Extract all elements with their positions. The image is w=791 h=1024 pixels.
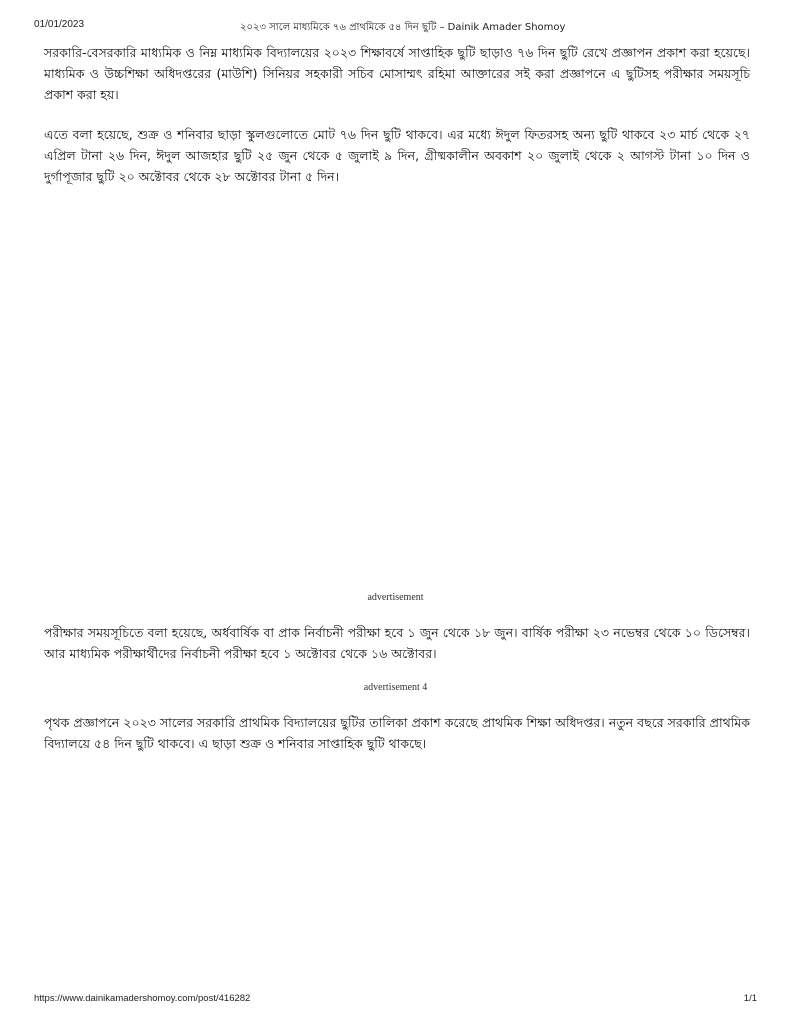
article-paragraph: পৃথক প্রজ্ঞাপনে ২০২৩ সালের সরকারি প্রাথমিক বিদ্যালয়ের ছুটির তালিকা প্রকাশ করেছে প্রাথমিক শিক্ষা অধিদপ্তর। নতুন বছরে সরকারি প্রাথমিক বিদ্যালয়ে ৫৪ দিন ছুটি থাকবে। এ ছাড়া শুক্র ও শনিবার সাপ্তাহিক ছুটি থাকছে। [44,715,750,751]
article-paragraph: পরীক্ষার সময়সূচিতে বলা হয়েছে, অর্ধবার্ষিক বা প্রাক নির্বাচনী পরীক্ষা হবে ১ জুন থেকে ১৮ জুন। বার্ষিক পরীক্ষা ২৩ নভেম্বর থেকে ১০ ডিসেম্বর। আর মাধ্যমিক পরীক্ষার্থীদের নির্বাচনী পরীক্ষা হবে ১ অক্টোবর থেকে ১৬ অক্টোবর। [44,625,750,661]
source-url-link[interactable]: https://www.dainikamadershomoy.com/post/416282 [34,993,251,1004]
page-number: 1/1 [743,993,757,1004]
advertisement-label: advertisement 4 [363,682,428,693]
advertisement-label: advertisement [367,592,424,603]
article-paragraph: এতে বলা হয়েছে, শুক্র ও শনিবার ছাড়া স্কুলগুলোতে মোট ৭৬ দিন ছুটি থাকবে। এর মধ্যে ঈদুল ফিতরসহ অন্য ছুটি থাকবে ২৩ মার্চ থেকে ২৭ এপ্রিল টানা ২৬ দিন, ঈদুল আজহার ছুটি ২৫ জুন থেকে ৫ জুলাই ৯ দিন, গ্রীষ্মকালীন অবকাশ ২০ জুলাই থেকে ২ আগস্ট টানা ১০ দিন ও দুর্গাপূজার ছুটি ২০ অক্টোবর থেকে ২৮ অক্টোবর টানা ৫ দিন। [44,127,750,184]
page-title: ২০২৩ সালে মাধ্যমিকে ৭৬ প্রাথমিকে ৫৪ দিন ছুটি – Dainik Amader Shomoy [240,22,566,33]
print-date: 01/01/2023 [34,19,85,30]
article-paragraph: সরকারি-বেসরকারি মাধ্যমিক ও নিম্ন মাধ্যমিক বিদ্যালয়ের ২০২৩ শিক্ষাবর্ষে সাপ্তাহিক ছুটি ছাড়াও ৭৬ দিন ছুটি রেখে প্রজ্ঞাপন প্রকাশ করা হয়েছে। মাধ্যমিক ও উচ্চশিক্ষা অধিদপ্তরের (মাউশি) সিনিয়র সহকারী সচিব মোসাম্মৎ রহিমা আক্তারের সই করা প্রজ্ঞাপনে এ ছুটিসহ পরীক্ষার সময়সূচি প্রকাশ করা হয়। [44,45,750,102]
